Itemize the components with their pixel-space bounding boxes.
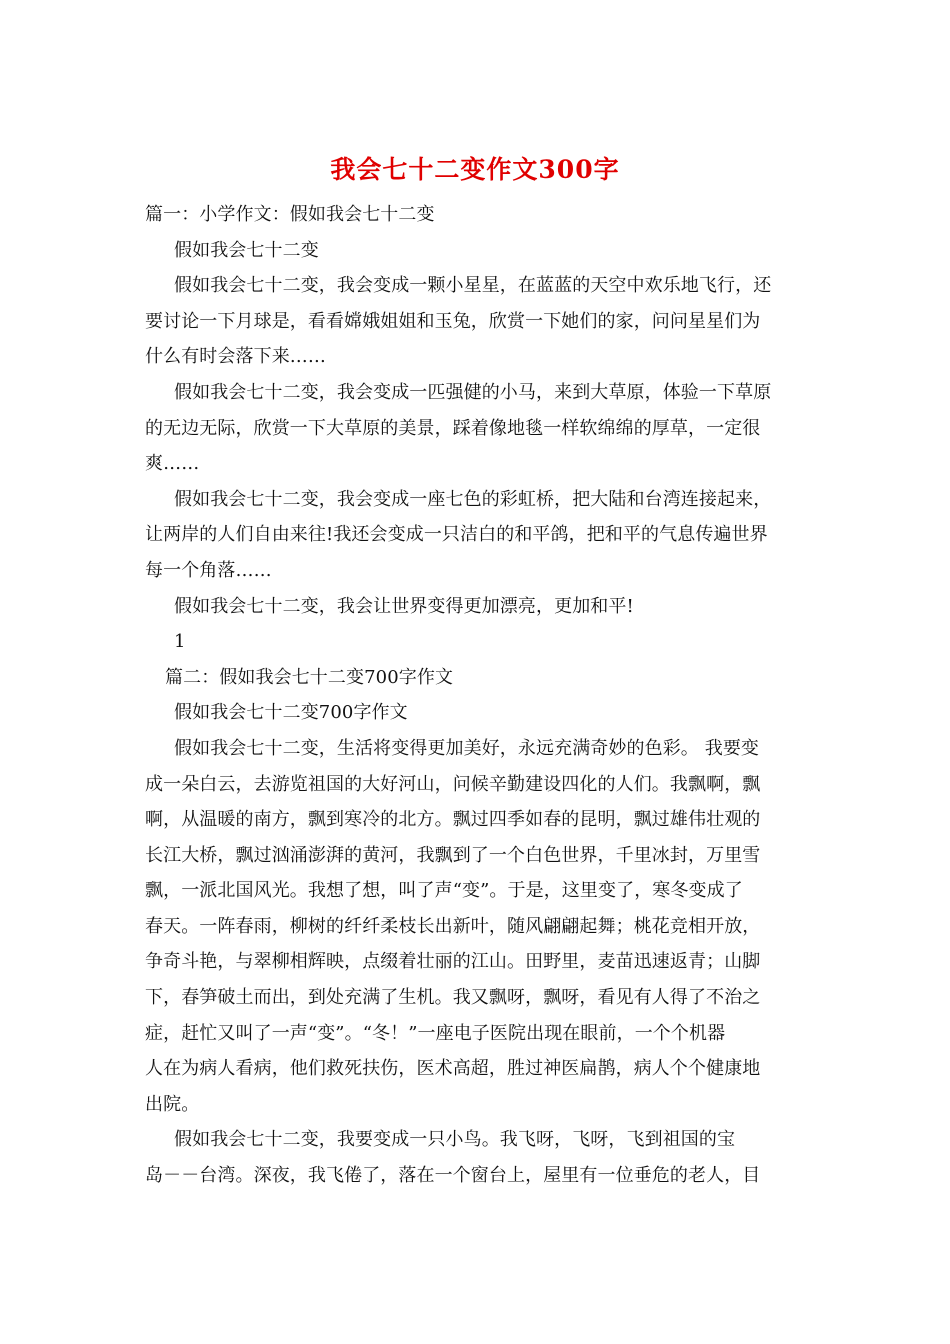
text-line: 假如我会七十二变，我会变成一颗小星星，在蓝蓝的天空中欢乐地飞行，还 [174,275,772,297]
text-line: 要讨论一下月球是，看看嫦娥姐姐和玉兔，欣赏一下她们的家，问问星星们为 [145,310,761,332]
text-line: 岛－－台湾。深夜，我飞倦了，落在一个窗台上，屋里有一位垂危的老人，目 [145,1165,761,1187]
text-line: 出院。 [145,1093,200,1115]
text-line: 症，赶忙又叫了一声“变”。“冬！”一座电子医院出现在眼前，一个个机器 [145,1022,726,1044]
text-line: 篇一：小学作文：假如我会七十二变 [145,204,435,225]
text-line: 爽…… [145,453,200,475]
text-line: 春天。一阵春雨，柳树的纤纤柔枝长出新叶，随风翩翩起舞；桃花竞相开放， [145,915,761,937]
text-line: 假如我会七十二变，我会变成一座七色的彩虹桥，把大陆和台湾连接起来， [174,488,772,510]
text-line: 篇二：假如我会七十二变700字作文 [165,666,454,688]
text-line: 啊，从温暖的南方，飘到寒冷的北方。飘过四季如春的昆明，飘过雄伟壮观的 [145,809,761,831]
text-line: 假如我会七十二变，生活将变得更加美好，永远充满奇妙的色彩。 我要变 [174,737,760,759]
text-line: 让两岸的人们自由来往!我还会变成一只洁白的和平鸽，把和平的气息传遍世界 [145,524,768,546]
text-line: 争奇斗艳，与翠柳相辉映，点缀着壮丽的江山。田野里，麦苗迅速返青；山脚 [145,951,761,973]
text-line: 下，春笋破土而出，到处充满了生机。我又飘呀，飘呀，看见有人得了不治之 [145,987,761,1009]
text-line: 1 [174,631,186,653]
text-line: 假如我会七十二变700字作文 [174,702,408,724]
text-line: 的无边无际，欣赏一下大草原的美景，踩着像地毯一样软绵绵的厚草，一定很 [145,417,761,439]
text-line: 假如我会七十二变，我会让世界变得更加漂亮，更加和平! [174,595,634,617]
text-line: 飘，一派北国风光。我想了想，叫了声“变”。于是，这里变了，寒冬变成了 [145,880,743,902]
text-line: 每一个角落…… [145,559,272,581]
text-line: 假如我会七十二变，我要变成一只小鸟。我飞呀，飞呀，飞到祖国的宝 [174,1129,736,1151]
text-line: 假如我会七十二变，我会变成一匹强健的小马，来到大草原，体验一下草原 [174,381,772,403]
document-body [145,197,807,1194]
text-line: 人在为病人看病，他们救死扶伤，医术高超，胜过神医扁鹊，病人个个健康地 [145,1058,761,1080]
text-line: 什么有时会落下来…… [145,346,326,368]
document-title: 我会七十二变作文300字 [330,155,620,184]
text-line: 假如我会七十二变 [174,239,319,261]
text-line: 成一朵白云，去游览祖国的大好河山，问候辛勤建设四化的人们。我飘啊，飘 [145,773,761,795]
text-line: 长江大桥，飘过汹涌澎湃的黄河，我飘到了一个白色世界，千里冰封，万里雪 [145,844,761,866]
